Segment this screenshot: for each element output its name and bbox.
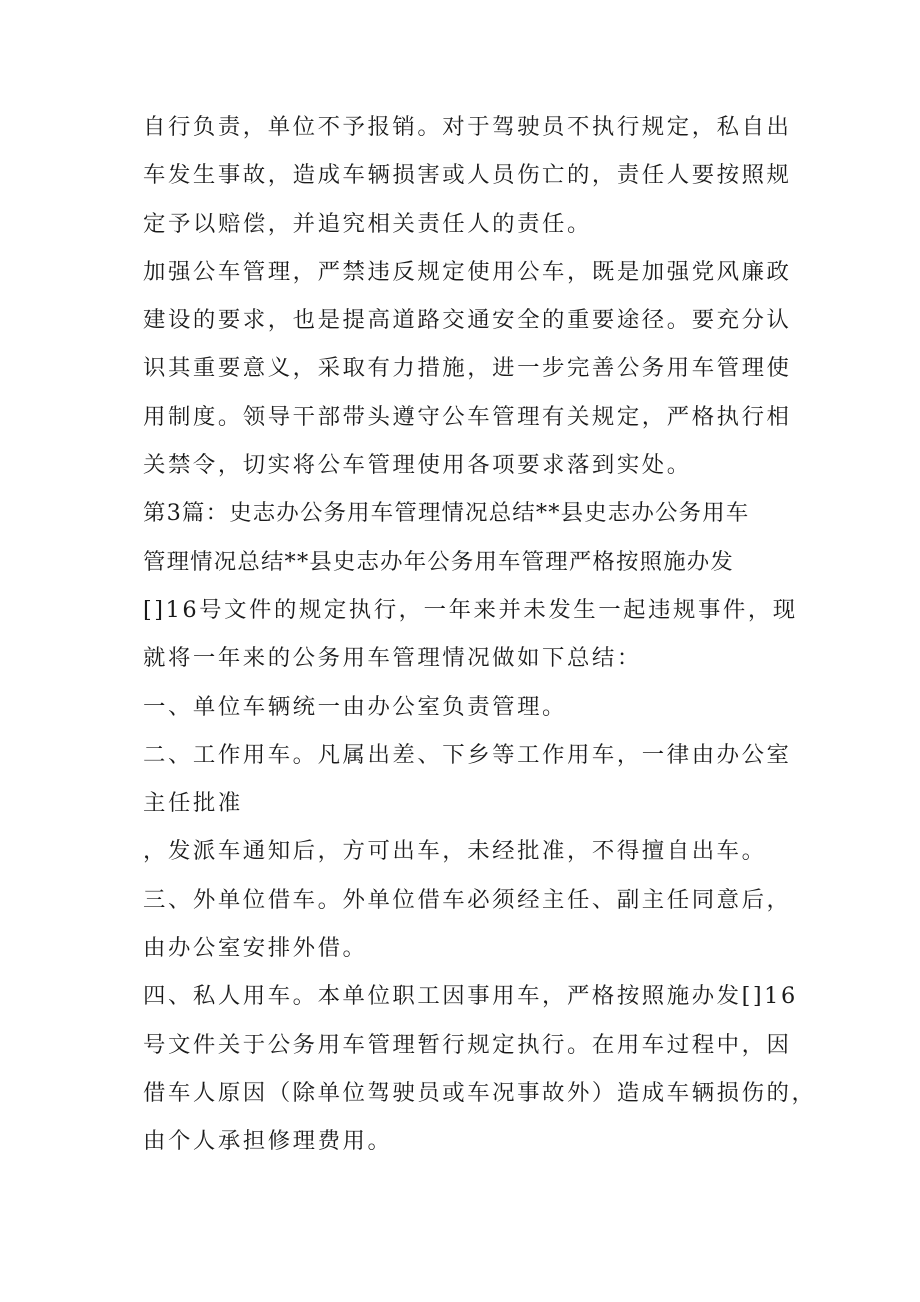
text-line: 加强公车管理，严禁违反规定使用公车，既是加强党风廉政 bbox=[143, 258, 792, 285]
text-line: 识其重要意义，采取有力措施，进一步完善公务用车管理使 bbox=[143, 355, 792, 382]
text-line: 由办公室安排外借。 bbox=[143, 935, 368, 962]
paragraph-item-3 bbox=[143, 876, 792, 973]
text-line: 车发生事故，造成车辆损害或人员伤亡的，责任人要按照规 bbox=[143, 162, 792, 189]
text-line: 就将一年来的公务用车管理情况做如下总结： bbox=[143, 645, 642, 672]
paragraph-strengthen-management bbox=[143, 248, 792, 489]
document-body bbox=[143, 103, 817, 1166]
text-line: 三、外单位借车。外单位借车必须经主任、副主任同意后， bbox=[143, 886, 792, 913]
paragraph-item-2-continued bbox=[143, 827, 783, 875]
text-line: 一、单位车辆统一由办公室负责管理。 bbox=[143, 693, 567, 720]
text-line: 自行负责，单位不予报销。对于驾驶员不执行规定，私自出 bbox=[143, 114, 792, 140]
text-line: ，发派车通知后，方可出车，未经批准，不得擅自出车。 bbox=[143, 838, 767, 865]
paragraph-article-3-heading bbox=[143, 489, 798, 682]
text-line: 用制度。领导干部带头遵守公车管理有关规定，严格执行相 bbox=[143, 403, 792, 430]
paragraph-item-4 bbox=[143, 972, 817, 1165]
text-line: 主任批准 bbox=[143, 790, 243, 817]
paragraph-item-1 bbox=[143, 683, 783, 731]
text-line: 四、私人用车。本单位职工因事用车，严格按照施办发[]16 bbox=[143, 983, 798, 1010]
text-line: 建设的要求，也是提高道路交通安全的重要途径。要充分认 bbox=[143, 307, 792, 334]
text-line: 关禁令，切实将公车管理使用各项要求落到实处。 bbox=[143, 452, 692, 479]
text-line: []16号文件的规定执行，一年来并未发生一起违规事件，现 bbox=[143, 596, 798, 623]
text-line: 由个人承担修理费用。 bbox=[143, 1128, 393, 1155]
text-line: 管理情况总结**县史志办年公务用车管理严格按照施办发 bbox=[143, 548, 734, 575]
text-line: 第3篇：史志办公务用车管理情况总结**县史志办公务用车 bbox=[143, 500, 750, 527]
text-line: 号文件关于公务用车管理暂行规定执行。在用车过程中，因 bbox=[143, 1031, 792, 1058]
text-line: 借车人原因（除单位驾驶员或车况事故外）造成车辆损伤的， bbox=[143, 1079, 817, 1106]
paragraph-driver-liability bbox=[143, 103, 792, 248]
text-line: 二、工作用车。凡属出差、下乡等工作用车，一律由办公室 bbox=[143, 741, 792, 768]
paragraph-item-2 bbox=[143, 731, 792, 828]
text-line: 定予以赔偿，并追究相关责任人的责任。 bbox=[143, 210, 592, 237]
